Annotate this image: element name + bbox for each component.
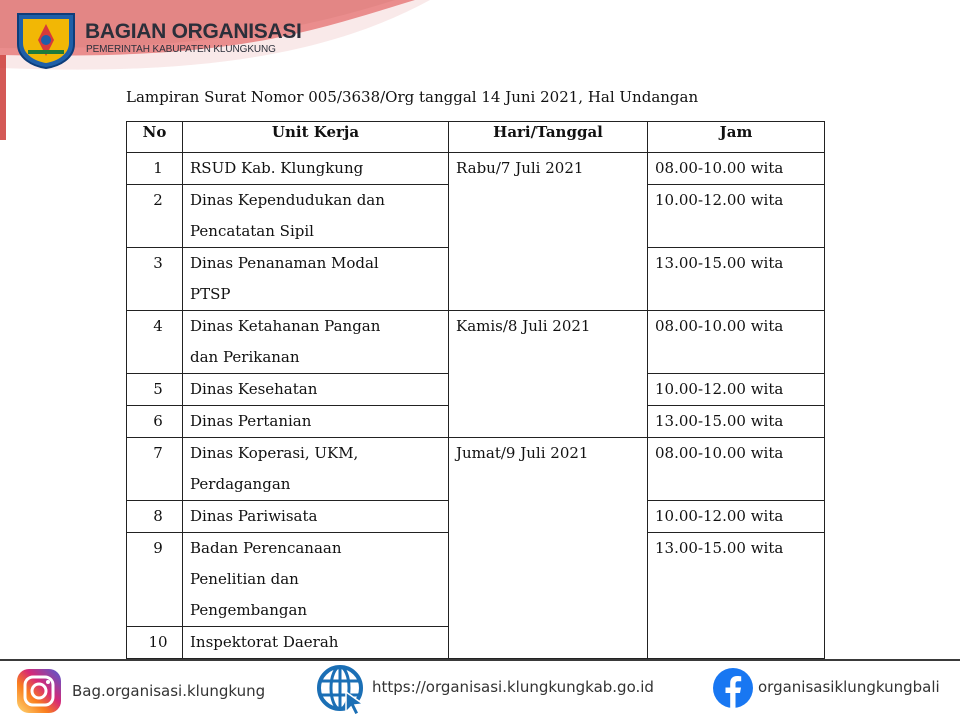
unit-line: Perdagangan [190,475,291,493]
time-cell: 13.00-15.00 wita [648,248,825,311]
unit-kerja-cell [183,406,449,438]
unit-line: Dinas Kependudukan dan [190,191,385,209]
unit-line: dan Perikanan [190,348,300,366]
facebook-page-link[interactable]: organisasiklungkungbali [758,678,940,696]
day-cell: Rabu/7 Juli 2021 [449,153,648,311]
time-cell: 13.00-15.00 wita [648,533,825,659]
time-cell: 13.00-15.00 wita [648,406,825,438]
row-number: 2 [127,185,183,248]
time-cell: 08.00-10.00 wita [648,153,825,185]
unit-kerja-cell [183,438,449,501]
time-cell: 10.00-12.00 wita [648,185,825,248]
table-row [127,311,825,374]
unit-kerja-cell [183,185,449,248]
time-cell: 10.00-12.00 wita [648,501,825,533]
unit-kerja-cell [183,248,449,311]
table-row [127,438,825,501]
unit-kerja-cell [183,311,449,374]
org-subtitle: PEMERINTAH KABUPATEN KLUNGKUNG [86,44,276,55]
header-hari-tanggal: Hari/Tanggal [449,122,648,153]
time-cell: 10.00-12.00 wita [648,374,825,406]
time-cell: 08.00-10.00 wita [648,438,825,501]
row-number: 7 [127,438,183,501]
header-no: No [127,122,183,153]
klungkung-emblem-logo [14,10,78,70]
instagram-handle-link[interactable]: Bag.organisasi.klungkung [72,682,266,700]
unit-line: Dinas Koperasi, UKM, [190,444,359,462]
row-number: 9 [127,533,183,627]
org-title: BAGIAN ORGANISASI [85,20,302,43]
row-number: 8 [127,501,183,533]
time-cell: 08.00-10.00 wita [648,311,825,374]
unit-line: Dinas Pariwisata [190,507,318,525]
row-number: 3 [127,248,183,311]
instagram-icon[interactable] [15,667,63,715]
unit-line: Dinas Pertanian [190,412,312,430]
unit-line: Inspektorat Daerah [190,633,339,651]
unit-line: Dinas Penanaman Modal [190,254,379,272]
row-number: 5 [127,374,183,406]
row-number: 4 [127,311,183,374]
globe-cursor-icon[interactable] [316,664,366,716]
unit-line: Pencatatan Sipil [190,222,314,240]
unit-line: Badan Perencanaan [190,539,342,557]
footer-divider [0,659,960,661]
row-number: 10 [127,627,183,659]
document-caption: Lampiran Surat Nomor 005/3638/Org tanggal 14 Juni 2021, Hal Undangan [126,88,699,106]
unit-kerja-cell [183,374,449,406]
unit-line: Pengembangan [190,601,308,619]
unit-kerja-cell [183,533,449,627]
facebook-icon[interactable] [712,667,754,709]
unit-line: Dinas Ketahanan Pangan [190,317,381,335]
unit-kerja-cell [183,153,449,185]
website-link[interactable]: https://organisasi.klungkungkab.go.id [372,678,654,696]
day-cell: Kamis/8 Juli 2021 [449,311,648,438]
header-unit-kerja: Unit Kerja [183,122,449,153]
unit-kerja-cell [183,627,449,659]
unit-kerja-cell [183,501,449,533]
schedule-table [126,121,825,659]
unit-line: Dinas Kesehatan [190,380,318,398]
table-header-row [127,122,825,153]
unit-line: Penelitian dan [190,570,299,588]
table-row [127,153,825,185]
row-number: 6 [127,406,183,438]
unit-line: PTSP [190,285,231,303]
unit-line: RSUD Kab. Klungkung [190,159,364,177]
day-cell: Jumat/9 Juli 2021 [449,438,648,659]
row-number: 1 [127,153,183,185]
header-jam: Jam [648,122,825,153]
